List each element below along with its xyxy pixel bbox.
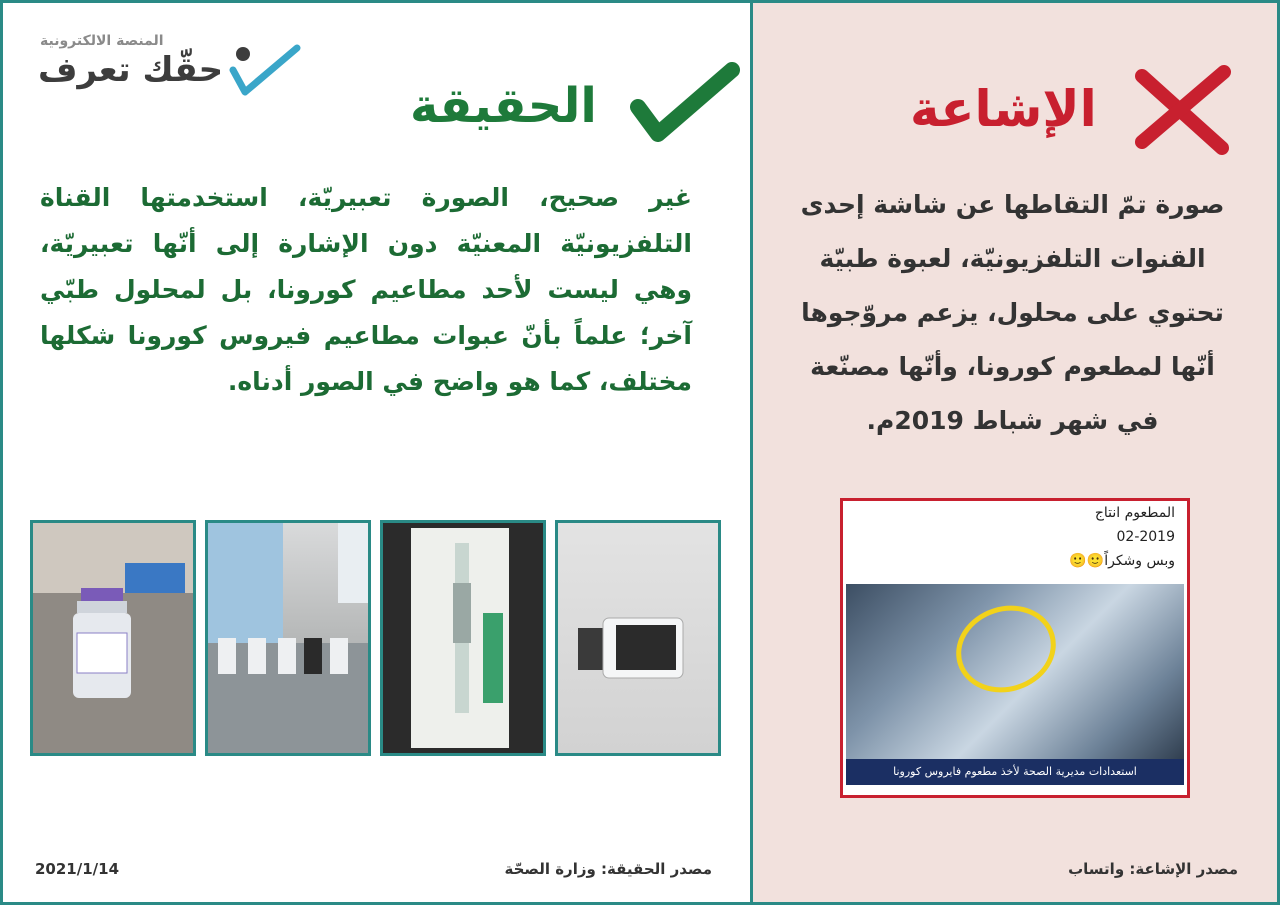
vials-on-tray-photo xyxy=(205,520,371,756)
vial-closeup-photo xyxy=(555,520,721,756)
fact-description: غير صحيح، الصورة تعبيريّة، استخدمتها القناة التلفزيونيّة المعنيّة دون الإشارة إلى أنّها تعبيريّة، وهي ليست لأحد مطاعيم كورونا، بل لمحلول طبّي آخر؛ علماً بأنّ عبوات مطاعيم فيروس كورونا شكلها مختلف، كما هو واضح في الصور أدناه. xyxy=(40,183,692,396)
rumor-title: الإشاعة xyxy=(910,80,1097,138)
screenshot-caption-line3: وبس وشكراً🙂🙂 xyxy=(1069,553,1175,569)
fact-title: الحقيقة xyxy=(410,78,597,134)
vaccine-vial-photo xyxy=(30,520,196,756)
rumor-description: صورة تمّ التقاطها عن شاشة إحدى القنوات التلفزيونيّة، لعبوة طبيّة تحتوي على محلول، يزعم مروّجوها أنّها لمطعوم كورونا، وأنّها مصنّعة في شهر شباط 2019م. xyxy=(800,190,1225,435)
tv-screenshot-image xyxy=(846,584,1184,764)
x-mark-icon xyxy=(1130,62,1235,157)
screenshot-caption-line2: 02-2019 xyxy=(1116,529,1175,545)
panel-divider xyxy=(750,0,753,905)
rumor-source: مصدر الإشاعة: واتساب xyxy=(1068,860,1238,878)
tv-news-banner: استعدادات مديرية الصحة لأخذ مطعوم فايروس كورونا xyxy=(846,759,1184,785)
rumor-screenshot xyxy=(840,498,1190,798)
logo-check-icon xyxy=(225,40,305,100)
logo-name: حقّك تعرف xyxy=(38,50,224,90)
syringe-package-photo xyxy=(380,520,546,756)
check-mark-icon xyxy=(630,62,740,142)
fact-date: 2021/1/14 xyxy=(35,860,120,878)
fact-source: مصدر الحقيقة: وزارة الصحّة xyxy=(504,860,712,878)
logo-subtitle: المنصة الالكترونية xyxy=(40,33,164,49)
screenshot-caption-line1: المطعوم انتاج xyxy=(1094,505,1175,521)
